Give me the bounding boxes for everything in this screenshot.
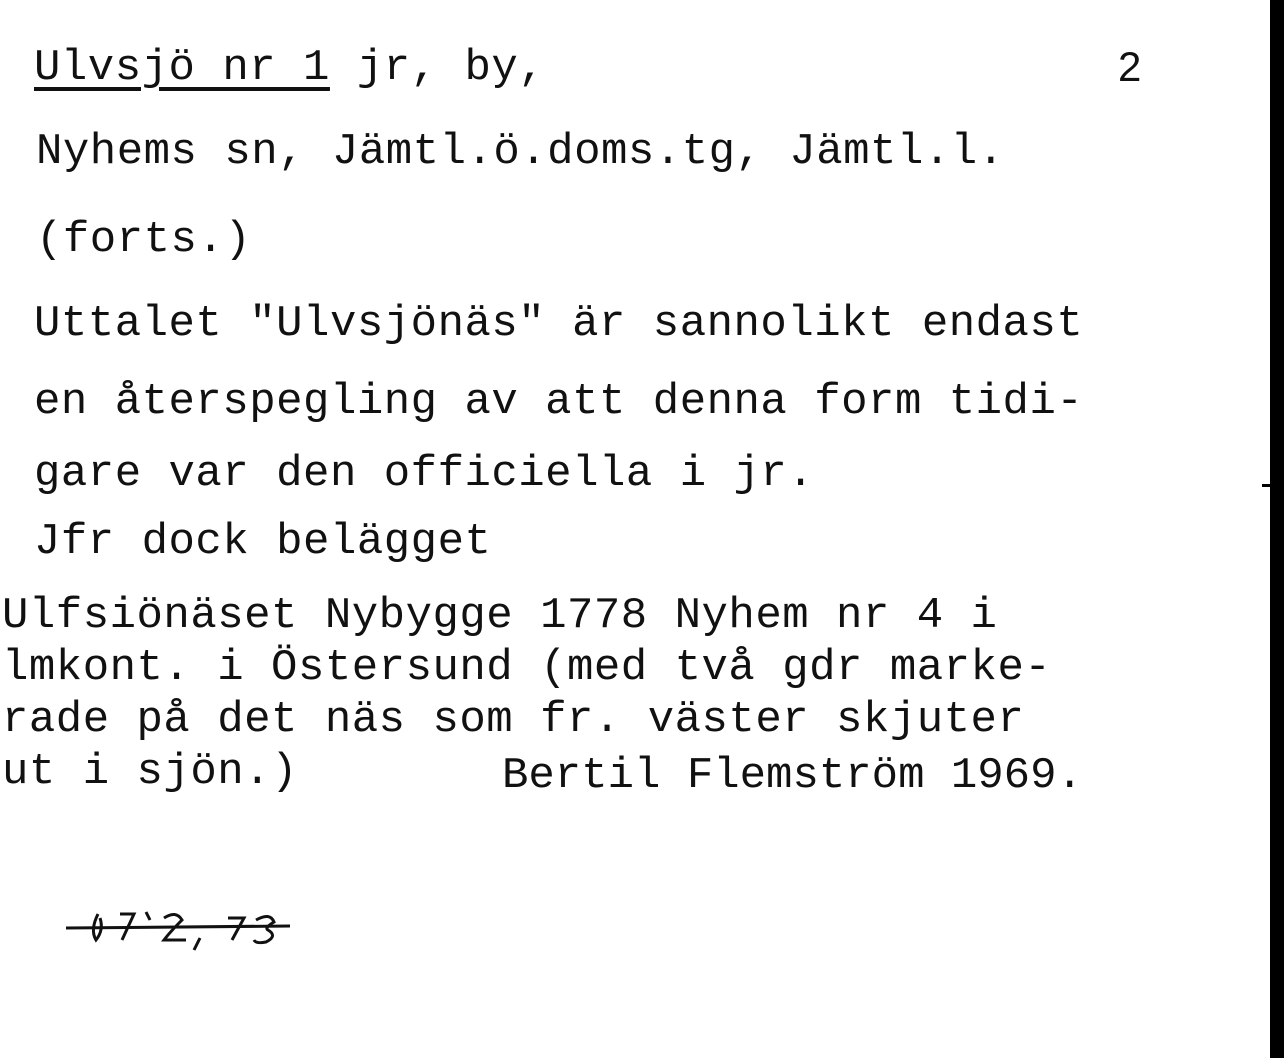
- signature: Bertil Flemström 1969.: [502, 751, 1083, 801]
- scan-edge-mark: [1262, 484, 1270, 487]
- quote-line: Ulfsiönäset Nybygge 1778 Nyhem nr 4 i: [2, 591, 998, 641]
- parish-line: Nyhems sn, Jämtl.ö.doms.tg, Jämtl.l.: [36, 127, 1005, 177]
- scan-edge: [1270, 0, 1284, 1058]
- body-line: Jfr dock belägget: [34, 517, 492, 567]
- place-name: Ulvsjö nr 1: [34, 43, 330, 93]
- continued-label: (forts.): [36, 215, 252, 265]
- quote-line: rade på det näs som fr. väster skjuter: [2, 695, 1025, 745]
- card-title: [34, 43, 546, 93]
- page-number: 2: [1118, 43, 1142, 90]
- body-line: Uttalet "Ulvsjönäs" är sannolikt endast: [34, 299, 1084, 349]
- handwritten-mark: [60, 900, 300, 960]
- quote-line: ut i sjön.): [2, 747, 298, 797]
- body-line: gare var den officiella i jr.: [34, 449, 815, 499]
- title-qualifier: jr, by,: [329, 43, 546, 93]
- body-line: en återspegling av att denna form tidi-: [34, 377, 1084, 427]
- quote-line: lmkont. i Östersund (med två gdr marke-: [2, 643, 1052, 693]
